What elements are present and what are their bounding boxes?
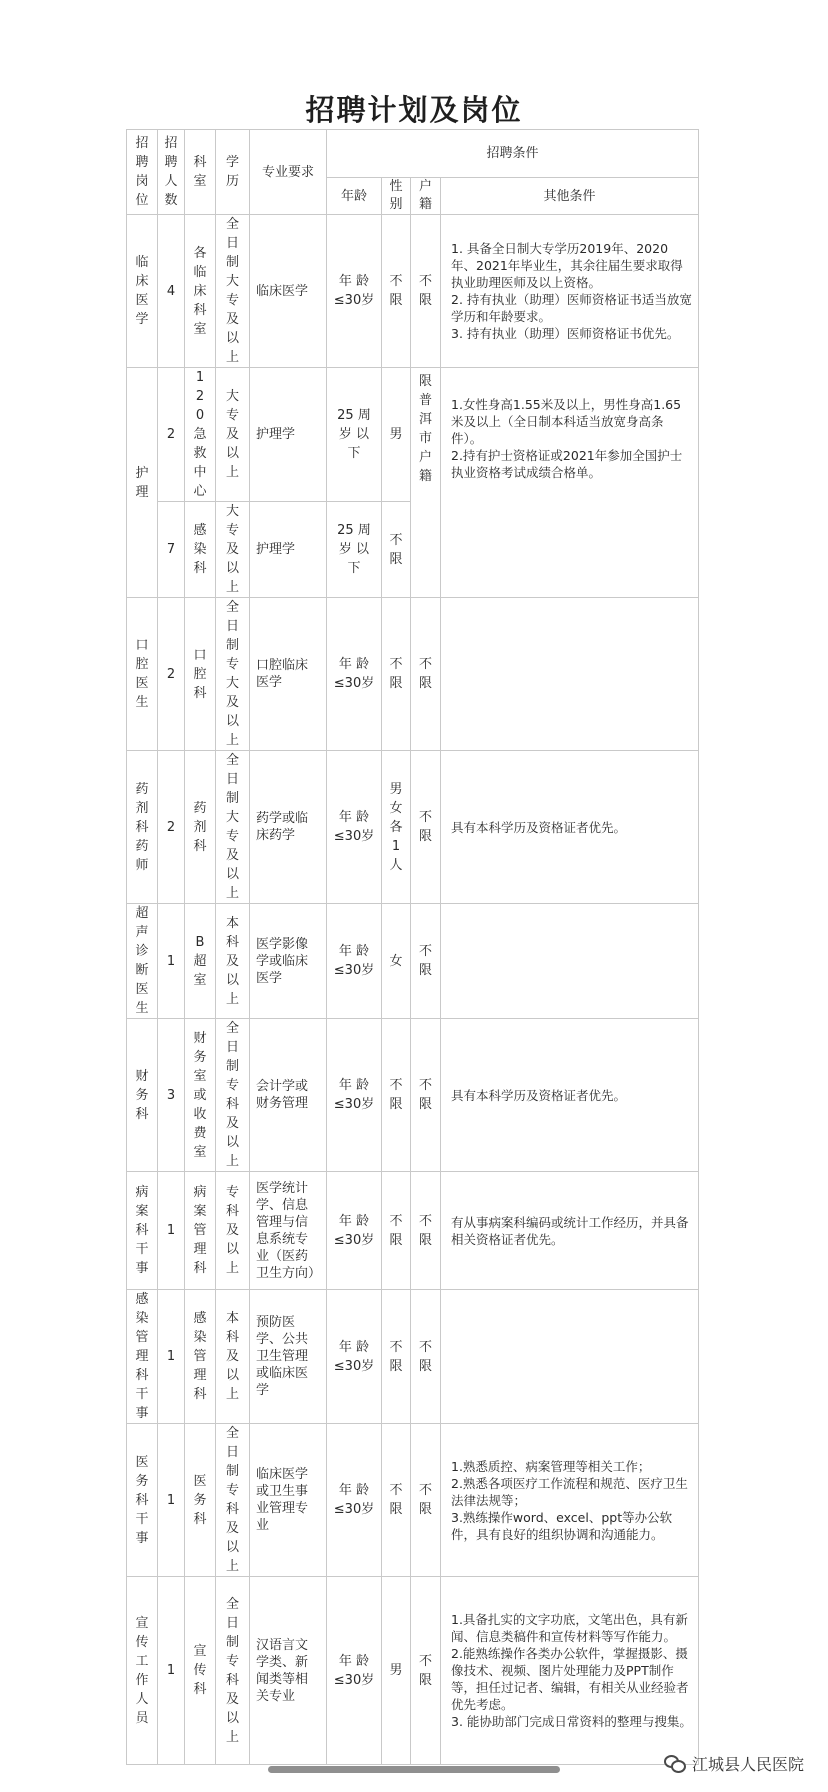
recruitment-table	[126, 129, 699, 1765]
table-row	[127, 1172, 699, 1290]
wechat-icon	[664, 1755, 686, 1773]
cell-edu: 本 科 及 以 上	[216, 1290, 250, 1424]
cell-gender: 男 女 各 1 人	[382, 751, 411, 904]
cell-other: 具有本科学历及资格证者优先。	[441, 1019, 699, 1172]
cell-position: 病 案 科 干 事	[127, 1172, 158, 1290]
cell-position: 宣 传 工 作 人 员	[127, 1577, 158, 1765]
cell-position: 医 务 科 干 事	[127, 1424, 158, 1577]
table-row	[127, 1019, 699, 1172]
cell-dept: 医 务 科	[185, 1424, 216, 1577]
cell-dept: 各 临 床 科 室	[185, 215, 216, 368]
cell-other: 有从事病案科编码或统计工作经历，并具备相关资格证者优先。	[441, 1172, 699, 1290]
cell-dept: 病 案 管 理 科	[185, 1172, 216, 1290]
cell-dept: 口 腔 科	[185, 598, 216, 751]
cell-hukou: 不 限	[411, 1290, 441, 1424]
header-conditions: 招聘条件	[327, 130, 699, 178]
cell-count: 1	[158, 904, 185, 1019]
cell-hukou: 不 限	[411, 751, 441, 904]
cell-edu: 本 科 及 以 上	[216, 904, 250, 1019]
cell-dept: 财 务 室 或 收 费 室	[185, 1019, 216, 1172]
header-gender: 性 别	[382, 178, 411, 215]
cell-edu: 全 日 制 专 大 及 以 上	[216, 598, 250, 751]
cell-dept: 感 染 科	[185, 502, 216, 598]
cell-dept: B 超 室	[185, 904, 216, 1019]
cell-hukou: 不 限	[411, 1577, 441, 1765]
cell-count: 2	[158, 368, 185, 502]
cell-other: 具有本科学历及资格证者优先。	[441, 751, 699, 904]
cell-hukou: 不 限	[411, 215, 441, 368]
table-row	[127, 215, 699, 368]
cell-age: 25 周 岁 以 下	[327, 502, 382, 598]
cell-other	[441, 598, 699, 751]
cell-edu: 全 日 制 专 科 及 以 上	[216, 1577, 250, 1765]
cell-other	[441, 1290, 699, 1424]
cell-count: 1	[158, 1577, 185, 1765]
cell-gender: 女	[382, 904, 411, 1019]
cell-major: 口腔临床医学	[250, 598, 327, 751]
cell-dept: 1 2 0 急 救 中 心	[185, 368, 216, 502]
cell-gender: 不 限	[382, 215, 411, 368]
header-position: 招 聘 岗 位	[127, 130, 158, 215]
cell-major: 汉语言文学类、新闻类等相关专业	[250, 1577, 327, 1765]
cell-gender: 男	[382, 368, 411, 502]
header-other: 其他条件	[441, 178, 699, 215]
cell-other	[441, 904, 699, 1019]
table-row	[127, 1424, 699, 1577]
cell-age: 年 龄 ≤30岁	[327, 751, 382, 904]
cell-gender: 不 限	[382, 1290, 411, 1424]
cell-major: 临床医学	[250, 215, 327, 368]
header-edu: 学 历	[216, 130, 250, 215]
cell-count: 4	[158, 215, 185, 368]
header-dept: 科 室	[185, 130, 216, 215]
cell-count: 2	[158, 598, 185, 751]
cell-position: 护 理	[127, 368, 158, 598]
header-row	[127, 130, 699, 178]
cell-count: 1	[158, 1424, 185, 1577]
cell-edu: 专 科 及 以 上	[216, 1172, 250, 1290]
cell-position: 超 声 诊 断 医 生	[127, 904, 158, 1019]
table-row	[127, 751, 699, 904]
cell-hukou: 不 限	[411, 904, 441, 1019]
cell-major: 会计学或财务管理	[250, 1019, 327, 1172]
cell-major: 护理学	[250, 502, 327, 598]
cell-edu: 全 日 制 专 科 及 以 上	[216, 1019, 250, 1172]
cell-other: 1.具备扎实的文字功底，文笔出色，具有新闻、信息类稿件和宣传材料等写作能力。 2.能熟练操作各类办公软件，掌握摄影、摄像技术、视频、图片处理能力及PPT制作等，担任过记者、编辑，有相关从业经验者优先考虑。 3. 能协助部门完成日常资料的整理与搜集。	[441, 1577, 699, 1765]
cell-age: 25 周 岁 以 下	[327, 368, 382, 502]
cell-position: 感 染 管 理 科 干 事	[127, 1290, 158, 1424]
cell-hukou: 不 限	[411, 1172, 441, 1290]
header-major: 专业要求	[250, 130, 327, 215]
cell-count: 1	[158, 1290, 185, 1424]
cell-gender: 不 限	[382, 1019, 411, 1172]
cell-count: 2	[158, 751, 185, 904]
cell-major: 药学或临床药学	[250, 751, 327, 904]
cell-age: 年 龄 ≤30岁	[327, 598, 382, 751]
cell-age: 年 龄 ≤30岁	[327, 1424, 382, 1577]
cell-gender: 不 限	[382, 1172, 411, 1290]
cell-major: 护理学	[250, 368, 327, 502]
cell-position: 药 剂 科 药 师	[127, 751, 158, 904]
cell-major: 预防医学、公共卫生管理或临床医学	[250, 1290, 327, 1424]
table-row	[127, 368, 699, 502]
table-row	[127, 1577, 699, 1765]
cell-age: 年 龄 ≤30岁	[327, 1577, 382, 1765]
cell-edu: 全 日 制 大 专 及 以 上	[216, 751, 250, 904]
cell-major: 临床医学或卫生事业管理专业	[250, 1424, 327, 1577]
cell-edu: 全 日 制 专 科 及 以 上	[216, 1424, 250, 1577]
cell-count: 7	[158, 502, 185, 598]
cell-gender: 不 限	[382, 598, 411, 751]
cell-major: 医学统计学、信息管理与信息系统专业（医药卫生方向）	[250, 1172, 327, 1290]
cell-age: 年 龄 ≤30岁	[327, 1290, 382, 1424]
cell-dept: 感 染 管 理 科	[185, 1290, 216, 1424]
table-row	[127, 1290, 699, 1424]
cell-age: 年 龄 ≤30岁	[327, 1019, 382, 1172]
cell-gender: 不 限	[382, 502, 411, 598]
cell-age: 年 龄 ≤30岁	[327, 1172, 382, 1290]
cell-count: 1	[158, 1172, 185, 1290]
cell-hukou: 不 限	[411, 1019, 441, 1172]
cell-other: 1. 具备全日制大专学历2019年、2020年、2021年毕业生，其余往届生要求取得执业助理医师及以上资格。 2. 持有执业（助理）医师资格证书适当放宽学历和年龄要求。 3. 持有执业（助理）医师资格证书优先。	[441, 215, 699, 368]
header-age: 年龄	[327, 178, 382, 215]
header-count: 招 聘 人 数	[158, 130, 185, 215]
cell-position: 临 床 医 学	[127, 215, 158, 368]
cell-edu: 大 专 及 以 上	[216, 368, 250, 502]
page-title: 招聘计划及岗位	[305, 93, 523, 127]
cell-hukou: 不 限	[411, 1424, 441, 1577]
cell-major: 医学影像学或临床医学	[250, 904, 327, 1019]
header-hukou: 户 籍	[411, 178, 441, 215]
table-row	[127, 904, 699, 1019]
cell-age: 年 龄 ≤30岁	[327, 215, 382, 368]
cell-dept: 宣 传 科	[185, 1577, 216, 1765]
cell-edu: 全 日 制 大 专 及 以 上	[216, 215, 250, 368]
cell-position: 口 腔 医 生	[127, 598, 158, 751]
cell-gender: 男	[382, 1577, 411, 1765]
cell-other: 1.熟悉质控、病案管理等相关工作； 2.熟悉各项医疗工作流程和规范、医疗卫生法律法规等； 3.熟练操作word、excel、ppt等办公软件，具有良好的组织协调和沟通能力。	[441, 1424, 699, 1577]
watermark-text: 江城县人民医院	[691, 1755, 804, 1774]
cell-hukou: 不 限	[411, 598, 441, 751]
cell-age: 年 龄 ≤30岁	[327, 904, 382, 1019]
cell-other: 1.女性身高1.55米及以上，男性身高1.65米及以上（全日制本科适当放宽身高条件）。 2.持有护士资格证或2021年参加全国护士执业资格考试成绩合格单。	[441, 368, 699, 598]
cell-count: 3	[158, 1019, 185, 1172]
cell-edu: 大 专 及 以 上	[216, 502, 250, 598]
cell-hukou: 限 普 洱 市 户 籍	[411, 368, 441, 598]
cell-position: 财 务 科	[127, 1019, 158, 1172]
cell-dept: 药 剂 科	[185, 751, 216, 904]
wechat-watermark	[664, 1752, 804, 1775]
table-row	[127, 598, 699, 751]
cell-gender: 不 限	[382, 1424, 411, 1577]
home-indicator[interactable]	[268, 1766, 560, 1773]
